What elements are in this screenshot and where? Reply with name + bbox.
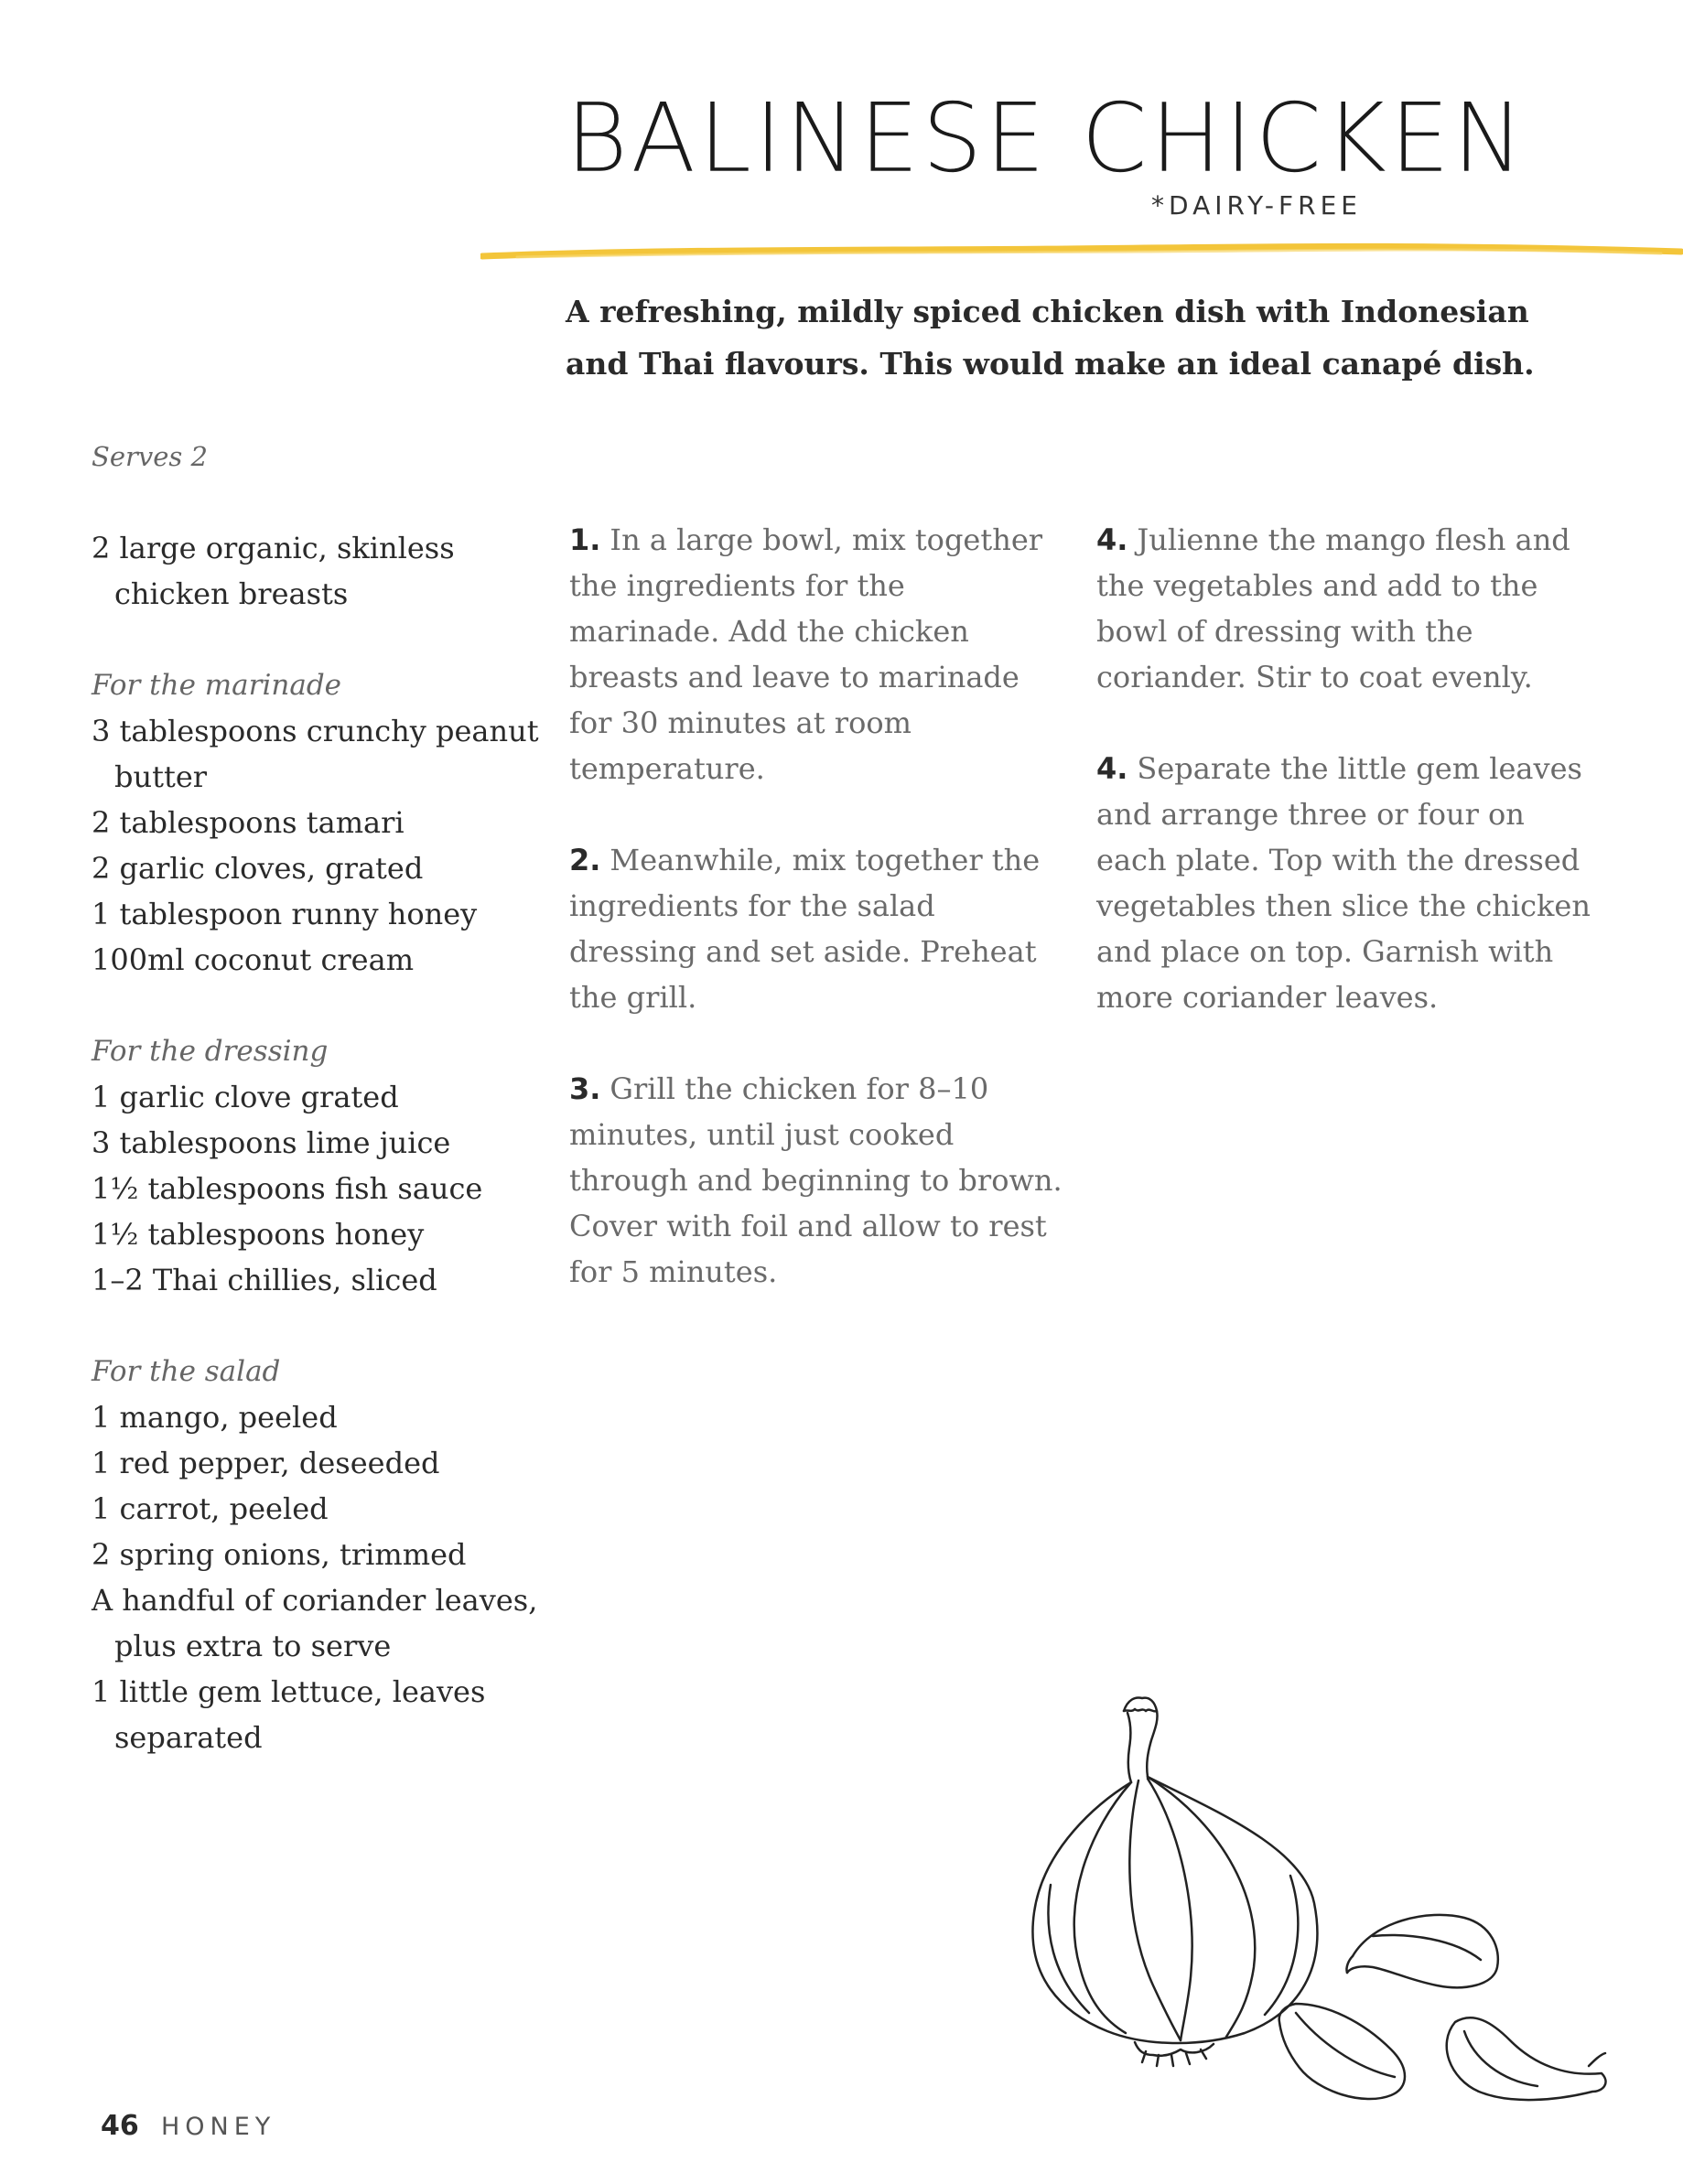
- recipe-intro: A refreshing, mildly spiced chicken dish with Indonesian and Thai flavours. This would make an ideal canapé dish.: [566, 294, 1535, 382]
- page-number: 46: [101, 2110, 139, 2142]
- step-text: Meanwhile, mix together the ingredients for the salad dressing and set aside. Preheat the grill.: [569, 843, 1041, 1015]
- ingredient-item: 1½ tablespoons honey: [92, 1217, 425, 1252]
- step-text: Julienne the mango flesh and the vegetables and add to the bowl of dressing with the coriander. Stir to coat evenly.: [1096, 522, 1570, 694]
- step-number: 1.: [569, 522, 601, 557]
- method-step-5: [1096, 746, 1591, 1020]
- method-column-2: [1096, 517, 1591, 1066]
- method-step-2: [569, 837, 1063, 1020]
- ingredient-item: A handful of coriander leaves, plus extra to serve: [92, 1583, 538, 1663]
- ingredient-item: 1½ tablespoons fish sauce: [92, 1171, 483, 1206]
- ingredient-item: 1 little gem lettuce, leaves separated: [92, 1674, 486, 1755]
- step-text: Separate the little gem leaves and arrange three or four on each plate. Top with the dressed vegetables then slice the chicken and place on top. Garnish with more coriander leaves.: [1096, 751, 1591, 1015]
- ingredient-item: 1 garlic clove grated: [92, 1080, 399, 1114]
- ingredient-item: 100ml coconut cream: [92, 942, 415, 977]
- salad-heading: For the salad: [92, 1355, 281, 1388]
- ingredient-item: 2 tablespoons tamari: [92, 805, 405, 840]
- method-step-3: [569, 1066, 1063, 1295]
- step-text: Grill the chicken for 8–10 minutes, until just cooked through and beginning to brown. Cover with foil and allow to rest for 5 minutes.: [569, 1071, 1063, 1289]
- ingredients-list: [92, 525, 549, 1760]
- dairy-free-tag: *DAIRY-FREE: [1151, 190, 1362, 221]
- ingredient-item: 2 large organic, skinless chicken breasts: [92, 531, 455, 611]
- ingredient-item: 1 red pepper, deseeded: [92, 1446, 440, 1480]
- ingredient-item: 1 tablespoon runny honey: [92, 897, 478, 931]
- step-number: 3.: [569, 1071, 601, 1106]
- step-number: 4.: [1096, 751, 1128, 786]
- page-title: BALINESE CHICKEN: [566, 82, 1527, 194]
- step-number: 2.: [569, 843, 601, 877]
- method-column-1: [569, 517, 1063, 1340]
- step-number: 4.: [1096, 522, 1128, 557]
- ingredient-item: 2 spring onions, trimmed: [92, 1537, 467, 1572]
- ingredient-item: 3 tablespoons crunchy peanut butter: [92, 714, 539, 794]
- ingredient-item: 2 garlic cloves, grated: [92, 851, 424, 886]
- yellow-stripe-divider: [480, 236, 1683, 264]
- book-title: HONEY: [161, 2113, 276, 2141]
- marinade-heading: For the marinade: [92, 669, 342, 702]
- method-step-1: [569, 517, 1063, 791]
- dressing-heading: For the dressing: [92, 1035, 329, 1068]
- step-text: In a large bowl, mix together the ingredients for the marinade. Add the chicken breasts and leave to marinade for 30 minutes at room temperature.: [569, 522, 1043, 786]
- ingredient-item: 1–2 Thai chillies, sliced: [92, 1263, 437, 1297]
- ingredient-item: 1 carrot, peeled: [92, 1491, 329, 1526]
- ingredient-item: 1 mango, peeled: [92, 1400, 338, 1435]
- serves-label: Serves 2: [92, 441, 208, 472]
- ingredient-item: 3 tablespoons lime juice: [92, 1125, 451, 1160]
- method-step-4: [1096, 517, 1591, 700]
- garlic-bulb-illustration: [1025, 1693, 1620, 2132]
